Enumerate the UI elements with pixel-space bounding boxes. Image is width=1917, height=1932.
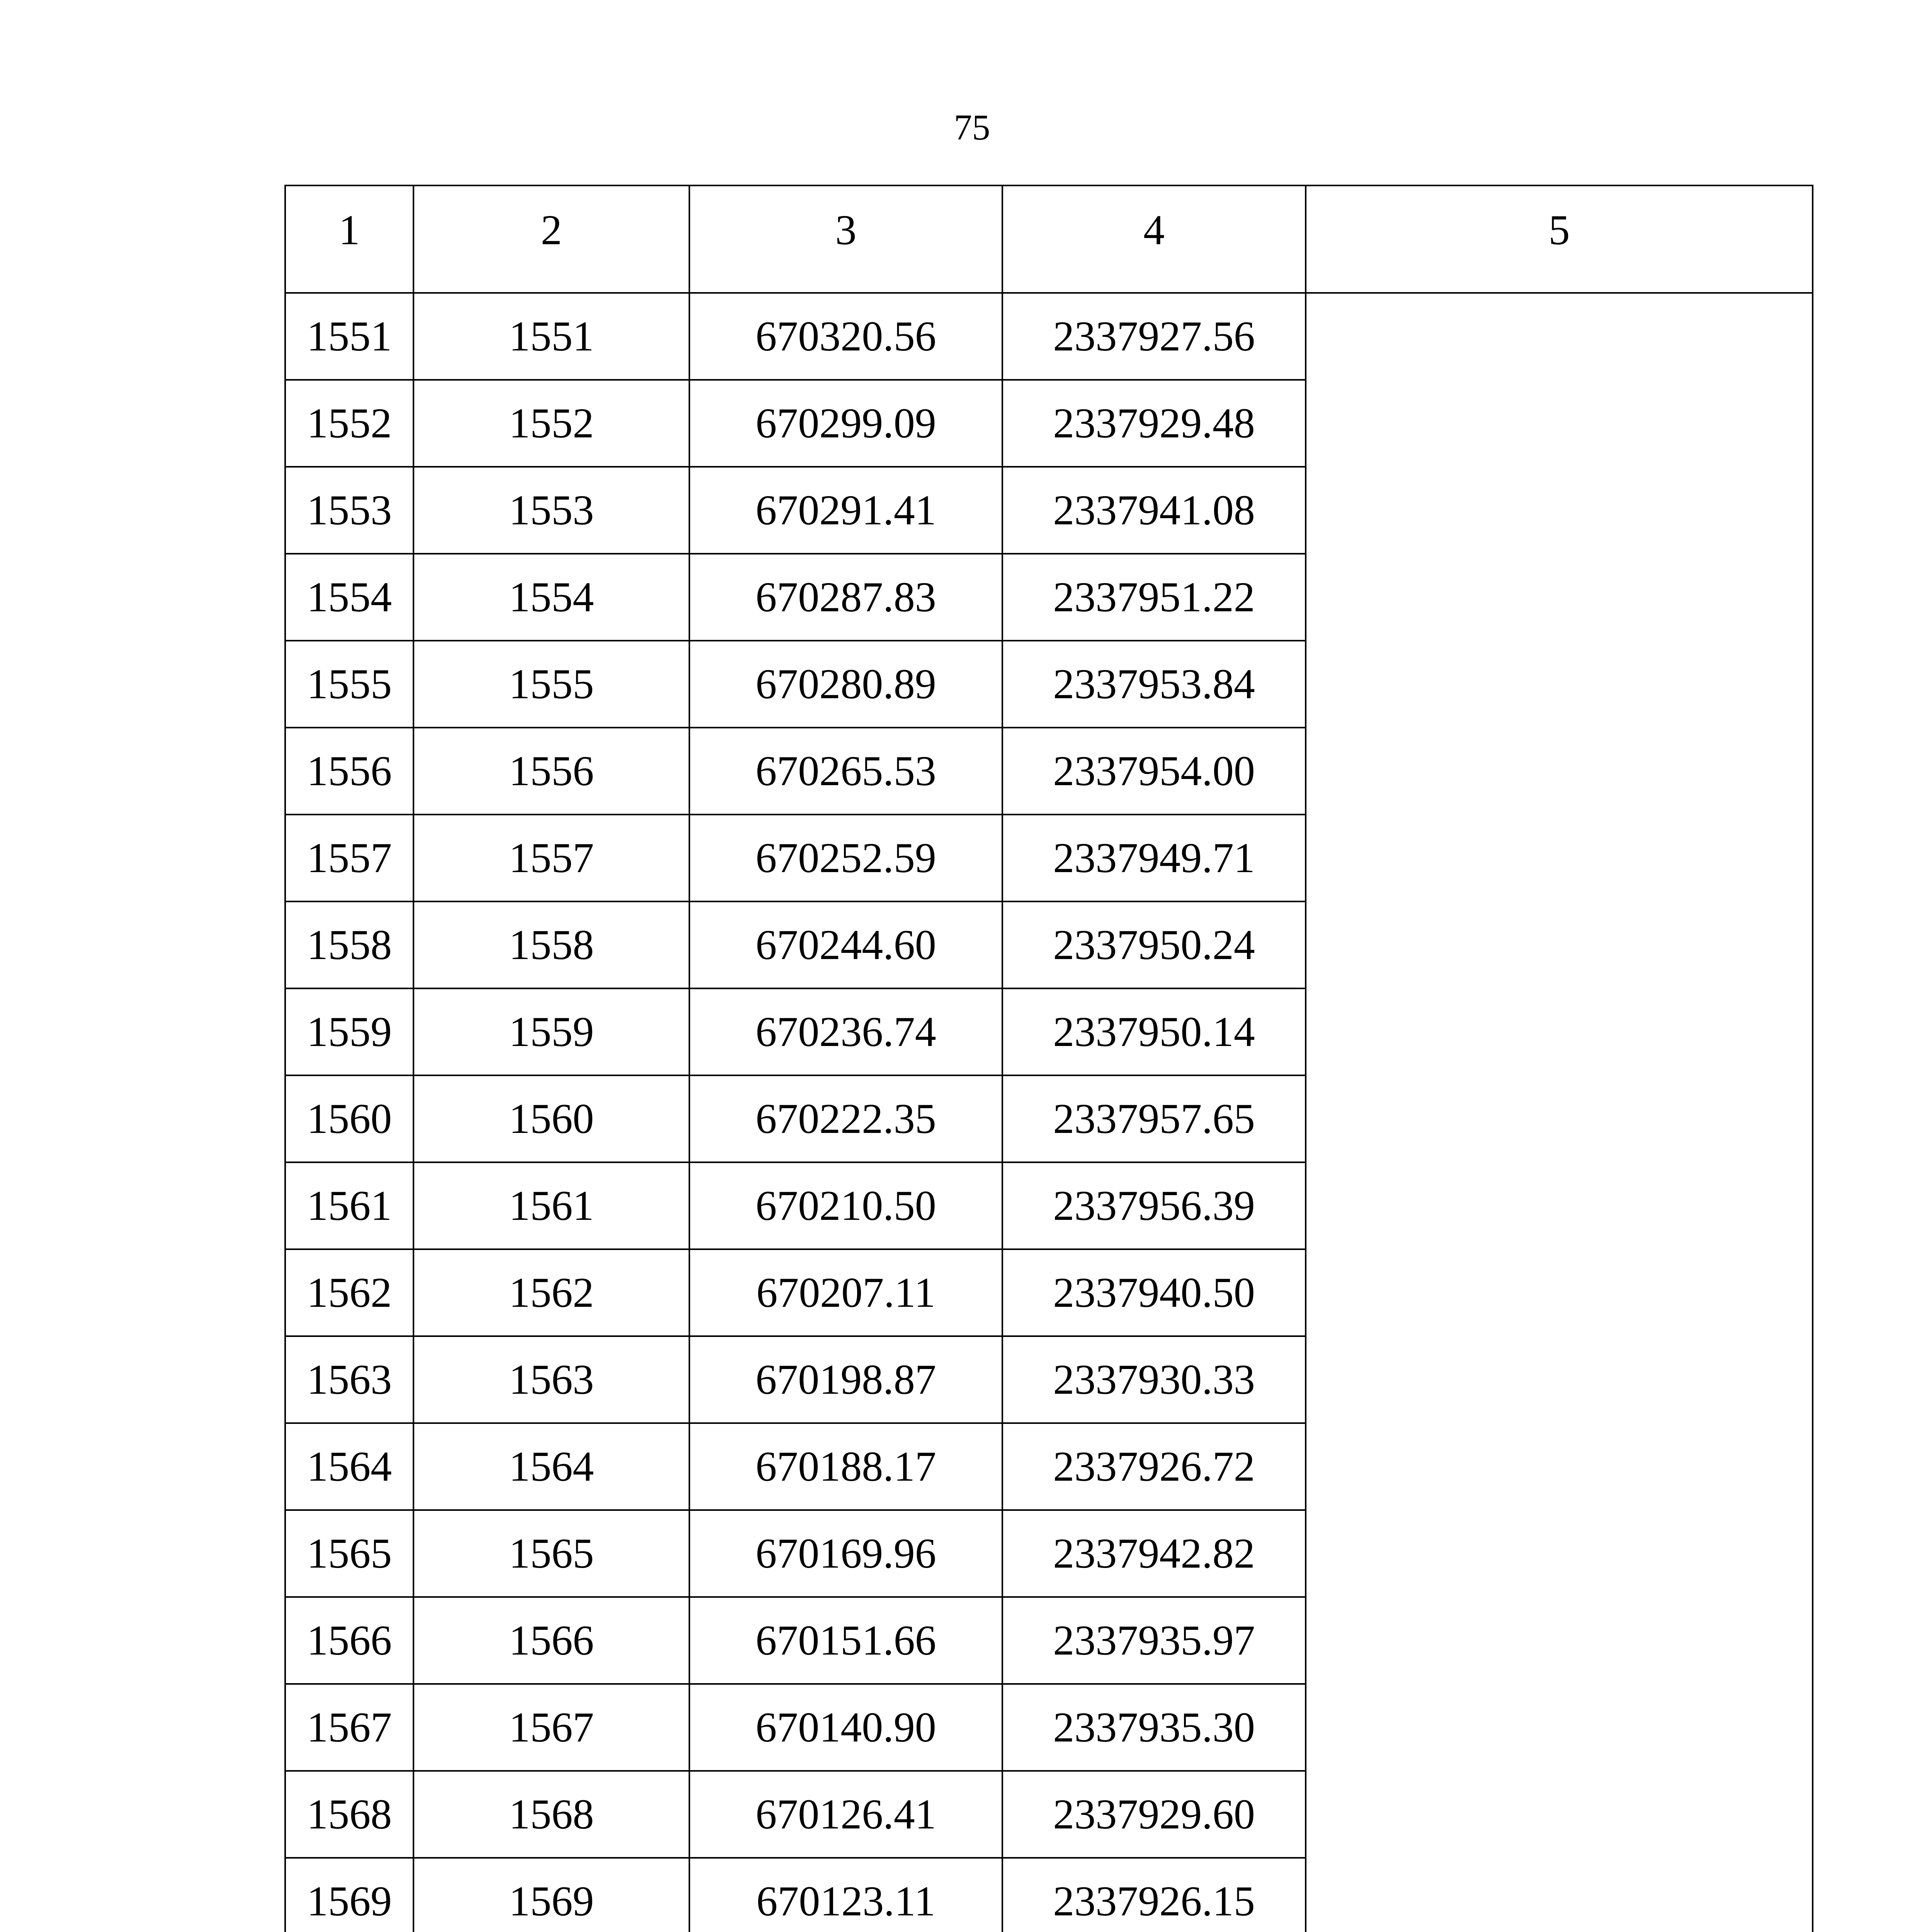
table-cell: 1563: [413, 1336, 689, 1423]
table-row: [285, 293, 1813, 380]
table-cell: 2337940.50: [1002, 1249, 1306, 1336]
table-cell: 2337951.22: [1002, 554, 1306, 641]
table-cell: 1557: [413, 815, 689, 901]
table-cell: 1552: [413, 380, 689, 467]
table-cell: 670169.96: [689, 1510, 1002, 1597]
table-cell: 670320.56: [689, 293, 1002, 380]
table-cell: 2337941.08: [1002, 467, 1306, 554]
table-cell: 1568: [285, 1771, 413, 1858]
table-cell: 1561: [285, 1162, 413, 1249]
table-cell: 670198.87: [689, 1336, 1002, 1423]
column-header: 3: [689, 185, 1002, 293]
table-cell: 670188.17: [689, 1423, 1002, 1510]
table-cell: 1553: [413, 467, 689, 554]
table-cell: 1568: [413, 1771, 689, 1858]
table-cell: 1569: [413, 1858, 689, 1932]
table-cell: 1565: [285, 1510, 413, 1597]
table-cell: 2337949.71: [1002, 815, 1306, 901]
table-cell: 1557: [285, 815, 413, 901]
table-cell: 670210.50: [689, 1162, 1002, 1249]
table-cell: 2337926.72: [1002, 1423, 1306, 1510]
table-cell: 670207.11: [689, 1249, 1002, 1336]
table-cell: 2337957.65: [1002, 1075, 1306, 1162]
table-cell: 2337954.00: [1002, 728, 1306, 815]
table-cell: 670252.59: [689, 815, 1002, 901]
column-header: 4: [1002, 185, 1306, 293]
table-cell: 670151.66: [689, 1597, 1002, 1684]
table-cell: 1556: [413, 728, 689, 815]
table-cell: 1564: [285, 1423, 413, 1510]
table-cell: 1566: [285, 1597, 413, 1684]
table-cell: 670244.60: [689, 901, 1002, 988]
table-cell: 670291.41: [689, 467, 1002, 554]
table-cell: 670299.09: [689, 380, 1002, 467]
table-cell: 1556: [285, 728, 413, 815]
table-cell: 1564: [413, 1423, 689, 1510]
table-cell: 1567: [413, 1684, 689, 1771]
table-cell: 1567: [285, 1684, 413, 1771]
table-cell: 1565: [413, 1510, 689, 1597]
column-5-cell: [1306, 293, 1813, 1932]
table-cell: 1558: [285, 901, 413, 988]
table-cell: 1558: [413, 901, 689, 988]
table-cell: 670222.35: [689, 1075, 1002, 1162]
table-cell: 2337930.33: [1002, 1336, 1306, 1423]
table-cell: 1555: [413, 641, 689, 728]
table-cell: 1566: [413, 1597, 689, 1684]
table-cell: 1561: [413, 1162, 689, 1249]
table-cell: 1560: [413, 1075, 689, 1162]
table-cell: 1552: [285, 380, 413, 467]
table-cell: 670236.74: [689, 988, 1002, 1075]
table-body: [285, 293, 1813, 1932]
table-header-row: [285, 185, 1813, 293]
table-cell: 2337926.15: [1002, 1858, 1306, 1932]
column-header: 1: [285, 185, 413, 293]
table-cell: 2337929.60: [1002, 1771, 1306, 1858]
table-cell: 1563: [285, 1336, 413, 1423]
coordinates-table: [284, 185, 1813, 1932]
table-cell: 1569: [285, 1858, 413, 1932]
table-cell: 1554: [413, 554, 689, 641]
table-cell: 2337929.48: [1002, 380, 1306, 467]
table-cell: 1560: [285, 1075, 413, 1162]
table-cell: 1559: [413, 988, 689, 1075]
table-cell: 670126.41: [689, 1771, 1002, 1858]
table-cell: 2337950.14: [1002, 988, 1306, 1075]
table-cell: 670265.53: [689, 728, 1002, 815]
table-cell: 2337935.30: [1002, 1684, 1306, 1771]
table-cell: 670287.83: [689, 554, 1002, 641]
table-cell: 1551: [285, 293, 413, 380]
table-cell: 2337935.97: [1002, 1597, 1306, 1684]
column-header: 2: [413, 185, 689, 293]
table-cell: 1554: [285, 554, 413, 641]
table-cell: 1559: [285, 988, 413, 1075]
table-cell: 1551: [413, 293, 689, 380]
table-cell: 670123.11: [689, 1858, 1002, 1932]
page-number: 75: [954, 107, 990, 148]
table-cell: 670140.90: [689, 1684, 1002, 1771]
column-header: 5: [1306, 185, 1813, 293]
table-cell: 1555: [285, 641, 413, 728]
table-cell: 2337953.84: [1002, 641, 1306, 728]
table-cell: 1562: [413, 1249, 689, 1336]
table-cell: 2337927.56: [1002, 293, 1306, 380]
table-cell: 1553: [285, 467, 413, 554]
table-cell: 2337950.24: [1002, 901, 1306, 988]
table-cell: 1562: [285, 1249, 413, 1336]
table-cell: 2337956.39: [1002, 1162, 1306, 1249]
table-cell: 2337942.82: [1002, 1510, 1306, 1597]
table-cell: 670280.89: [689, 641, 1002, 728]
